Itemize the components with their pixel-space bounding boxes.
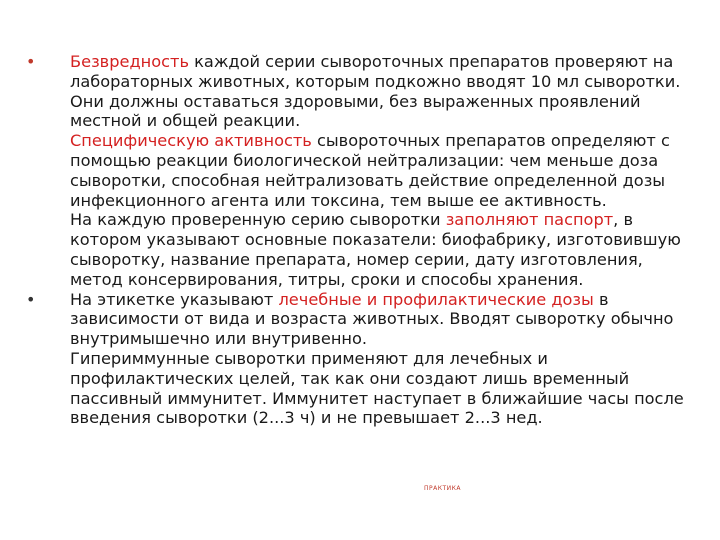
paragraph [70,210,686,289]
paragraph-text: каждой серии сывороточных препаратов проверяют на лабораторных животных, которым подкожно вводят 10 мл сыворотки. Они должны оставаться здоровыми, без выраженных проявлений местной и общей реакции. [70,52,681,131]
term-highlight: Безвредность [70,52,189,71]
bullet-dot-icon: • [26,52,36,71]
term-highlight: Специфическую активность [70,131,312,151]
footer-label: ПРАКТИКА [424,485,462,492]
paragraph-text: в зависимости от вида и возраста животных. Вводят сыворотку обычно внутримышечно или внутривенно. [70,289,674,349]
bullet-dot-icon: • [26,289,36,309]
paragraph [70,52,686,131]
paragraph [70,131,686,210]
term-highlight: заполняют паспорт [445,210,614,230]
paragraph-text: На каждую проверенную серию сыворотки [70,210,446,230]
paragraph [70,290,686,349]
paragraph-text: сывороточных препаратов определяют с помощью реакции биологической нейтрализации: чем меньше доза сыворотки, способная нейтрализовать действие определенной дозы инфекционного агента или токсина, тем выше ее активность. [70,131,670,210]
paragraph [70,349,686,428]
paragraph-text: , в котором указывают основные показатели: биофабрику, изготовившую сыворотку, название препарата, номер серии, дату изготовления, метод консервирования, титры, сроки и способы хранения. [70,210,681,289]
bullet-list [26,52,686,428]
term-highlight: лечебные и профилактические дозы [278,289,594,309]
paragraph-text: На этикетке указывают [70,289,279,309]
bullet-item-1 [26,52,686,290]
bullet-item-2 [26,290,686,429]
paragraph-text: Гипериммунные сыворотки применяют для лечебных и профилактических целей, так как они создают лишь временный пассивный иммунитет. Иммунитет наступает в ближайшие часы после введения сыворотки (2...3 ч) и не превышает 2...3 нед. [70,348,684,428]
